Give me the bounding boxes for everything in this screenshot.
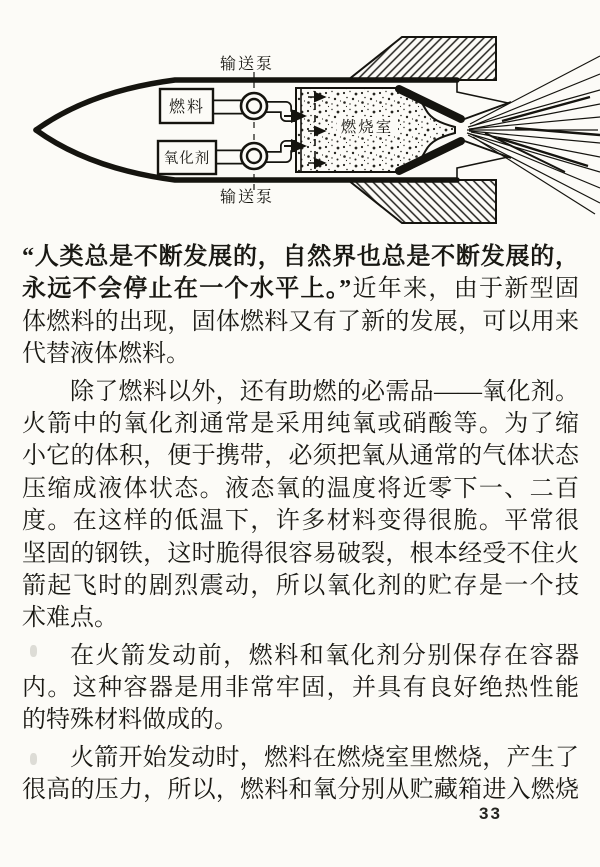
quote-bold: “人类总是不断发展的，自然界也总是不断发展的，: [22, 244, 579, 270]
text-line: 内。这种容器是用非常牢固，并具有良好绝热性能: [22, 675, 579, 702]
quote-bold: 永远不会停止在一个水平上。”: [22, 276, 352, 303]
fin-top: [348, 37, 496, 80]
rocket-cutaway-diagram: [0, 0, 600, 237]
boat-tail-top: [457, 82, 508, 103]
pump-top-outer: [241, 93, 267, 119]
boat-tail-bottom: [457, 157, 508, 178]
text-line: 坚固的钢铁，这时脆得很容易破裂，根本经受不住火: [22, 540, 579, 567]
text-line: 的特殊材料做成的。: [22, 707, 238, 734]
text-run: 近年来，由于新型固: [351, 276, 579, 303]
text-line: 很高的压力，所以，燃料和氧分别从贮藏箱进入燃烧: [22, 777, 579, 804]
pump-label-bottom: 输送泵: [219, 189, 275, 206]
text-line: 度。在这样的低温下，许多材料变得很脆。平常很: [22, 508, 579, 535]
scan-smudge: [30, 645, 37, 657]
fuel-tank-label: 燃料: [168, 99, 206, 116]
page-number: 33: [479, 804, 502, 823]
text-line: 代替液体燃料。: [22, 341, 190, 368]
oxidizer-tank-label: 氧化剂: [163, 151, 211, 167]
body-text: [22, 241, 579, 807]
pump-bottom-outer: [241, 143, 267, 169]
text-line: 在火箭发动前，燃料和氧化剂分别保存在容器: [70, 642, 579, 669]
text-line: 术难点。: [22, 605, 118, 632]
scan-smudge: [30, 753, 37, 765]
nozzle-exit-top: [459, 102, 511, 121]
text-line: [22, 241, 579, 273]
text-line: 火箭中的氧化剂通常是采用纯氧或硝酸等。为了缩: [22, 410, 579, 437]
chamber-label: 燃烧室: [340, 119, 394, 136]
text-line: 压缩成液体状态。液态氧的温度将近零下一、二百: [22, 475, 579, 502]
text-line: [22, 273, 579, 305]
text-line: 体燃料的出现，固体燃料又有了新的发展，可以用来: [22, 308, 579, 335]
fin-bottom: [348, 180, 496, 223]
text-line: 除了燃料以外，还有助燃的必需品——氧化剂。: [70, 378, 579, 405]
text-line: 火箭开始发动时，燃料在燃烧室里燃烧，产生了: [70, 744, 579, 771]
text-line: 小它的体积，便于携带，必须把氧从通常的气体状态: [22, 443, 579, 470]
pump-label-top: 输送泵: [219, 56, 275, 73]
text-line: 箭起飞时的剧烈震动，所以氧化剂的贮存是一个技: [22, 572, 579, 599]
